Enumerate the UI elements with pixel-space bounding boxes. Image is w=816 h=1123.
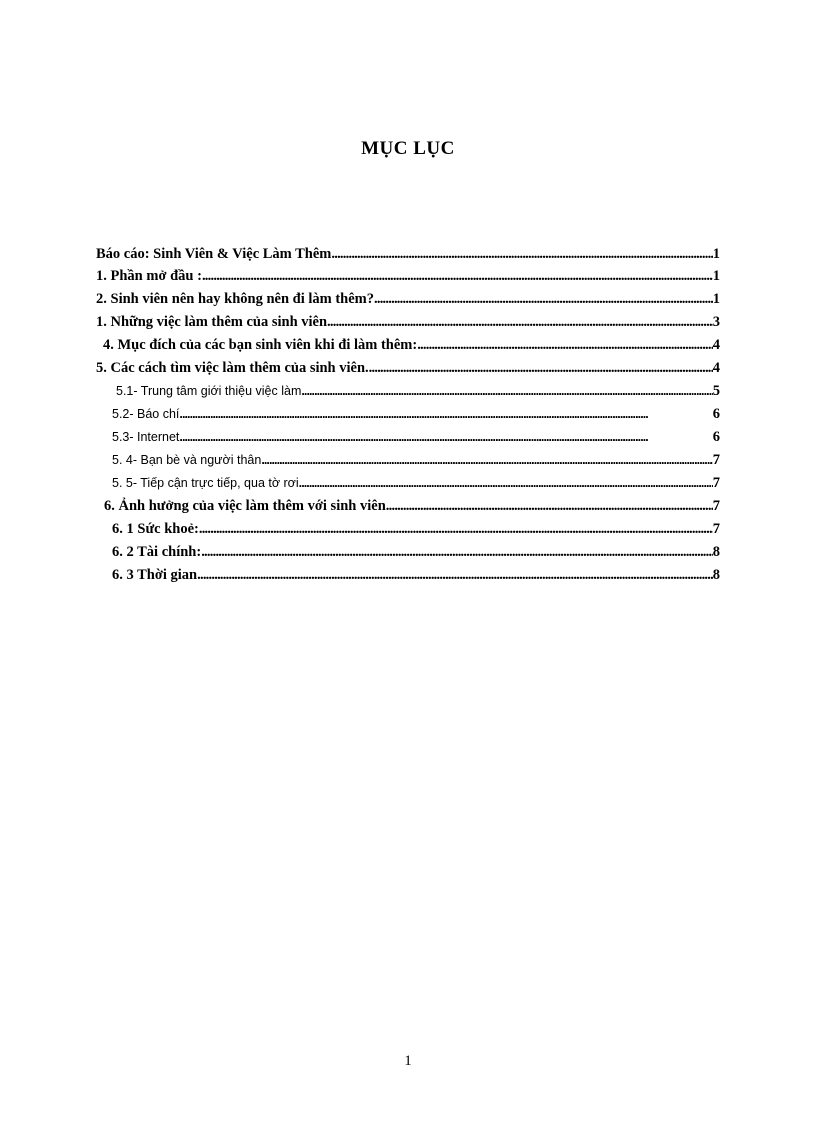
toc-entry-label: 5.2- Báo chí	[112, 407, 180, 421]
toc-leader-dots	[299, 472, 713, 494]
toc-leader-dots	[331, 243, 712, 265]
toc-entry-page: 7	[712, 521, 720, 537]
toc-entry[interactable]	[96, 288, 720, 310]
toc-entry[interactable]	[96, 311, 720, 333]
toc-entry-label: 6. 2 Tài chính:	[112, 544, 202, 560]
toc-leader-dots	[261, 449, 712, 471]
toc-leader-dots	[202, 265, 713, 287]
toc-leader-dots	[199, 518, 713, 540]
toc-entry-label: 6. 3 Thời gian	[112, 567, 198, 583]
toc-leader-dots	[179, 426, 712, 448]
toc-entry-page: 3	[712, 314, 720, 330]
toc-entry[interactable]	[112, 518, 720, 540]
toc-entry-label: 5.3- Internet	[112, 430, 180, 444]
toc-entry-page: 1	[712, 268, 720, 284]
toc-entry[interactable]	[103, 334, 720, 356]
toc-entry-label: 6. Ảnh hưởng của việc làm thêm với sinh viên	[104, 498, 386, 514]
toc-entry[interactable]	[96, 243, 720, 265]
toc-entry[interactable]	[96, 265, 720, 287]
toc-entry-label: 1. Phần mở đầu :	[96, 268, 202, 284]
toc-entry[interactable]	[104, 495, 720, 517]
toc-entry[interactable]	[112, 564, 720, 586]
toc-entry-page: 7	[712, 475, 720, 491]
toc-entry-label: 5. 4- Bạn bè và người thân	[112, 453, 262, 467]
toc-leader-dots	[301, 380, 712, 402]
toc-leader-dots	[197, 564, 713, 586]
toc-entry-label: 1. Những việc làm thêm của sinh viên	[96, 314, 328, 330]
toc-entry[interactable]	[96, 357, 720, 379]
toc-leader-dots	[386, 495, 713, 517]
toc-leader-dots	[179, 403, 712, 425]
toc-entry-page: 1	[712, 291, 720, 307]
toc-entry[interactable]	[112, 426, 720, 448]
toc-entry[interactable]	[116, 380, 720, 402]
toc-entry[interactable]	[112, 472, 720, 494]
toc-entry-label: 5. Các cách tìm việc làm thêm của sinh viên.	[96, 360, 369, 376]
toc-entry-page: 4	[712, 337, 720, 353]
toc-entry-page: 1	[712, 246, 720, 262]
toc-entry-label: 5. 5- Tiếp cận trực tiếp, qua tờ rơi	[112, 476, 299, 490]
toc-entry-page: 8	[712, 567, 720, 583]
toc-entry-label: 2. Sinh viên nên hay không nên đi làm thêm?	[96, 291, 374, 307]
toc-entry-label: 4. Mục đích của các bạn sinh viên khi đi làm thêm:	[103, 337, 418, 353]
toc-entry[interactable]	[112, 449, 720, 471]
toc-entry-page: 6	[712, 429, 720, 445]
toc-entry-page: 7	[712, 452, 720, 468]
toc-entry-page: 7	[712, 498, 720, 514]
toc-entry-page: 5	[712, 383, 720, 399]
page-title: MỤC LỤC	[361, 138, 455, 159]
toc-entry[interactable]	[112, 403, 720, 425]
toc-entry-label: 6. 1 Sức khoẻ:	[112, 521, 199, 537]
toc-leader-dots	[327, 311, 713, 333]
toc-entry-page: 8	[712, 544, 720, 560]
toc-leader-dots	[417, 334, 713, 356]
toc-entry[interactable]	[112, 541, 720, 563]
toc-entry-label: 5.1- Trung tâm giới thiệu việc làm	[116, 384, 302, 398]
toc-leader-dots	[201, 541, 713, 563]
toc-leader-dots	[369, 357, 713, 379]
toc-entry-page: 4	[712, 360, 720, 376]
toc-leader-dots	[374, 288, 713, 310]
page-number: 1	[404, 1053, 412, 1069]
toc-entry-page: 6	[712, 406, 720, 422]
toc-entry-label: Báo cáo: Sinh Viên & Việc Làm Thêm	[96, 246, 332, 262]
